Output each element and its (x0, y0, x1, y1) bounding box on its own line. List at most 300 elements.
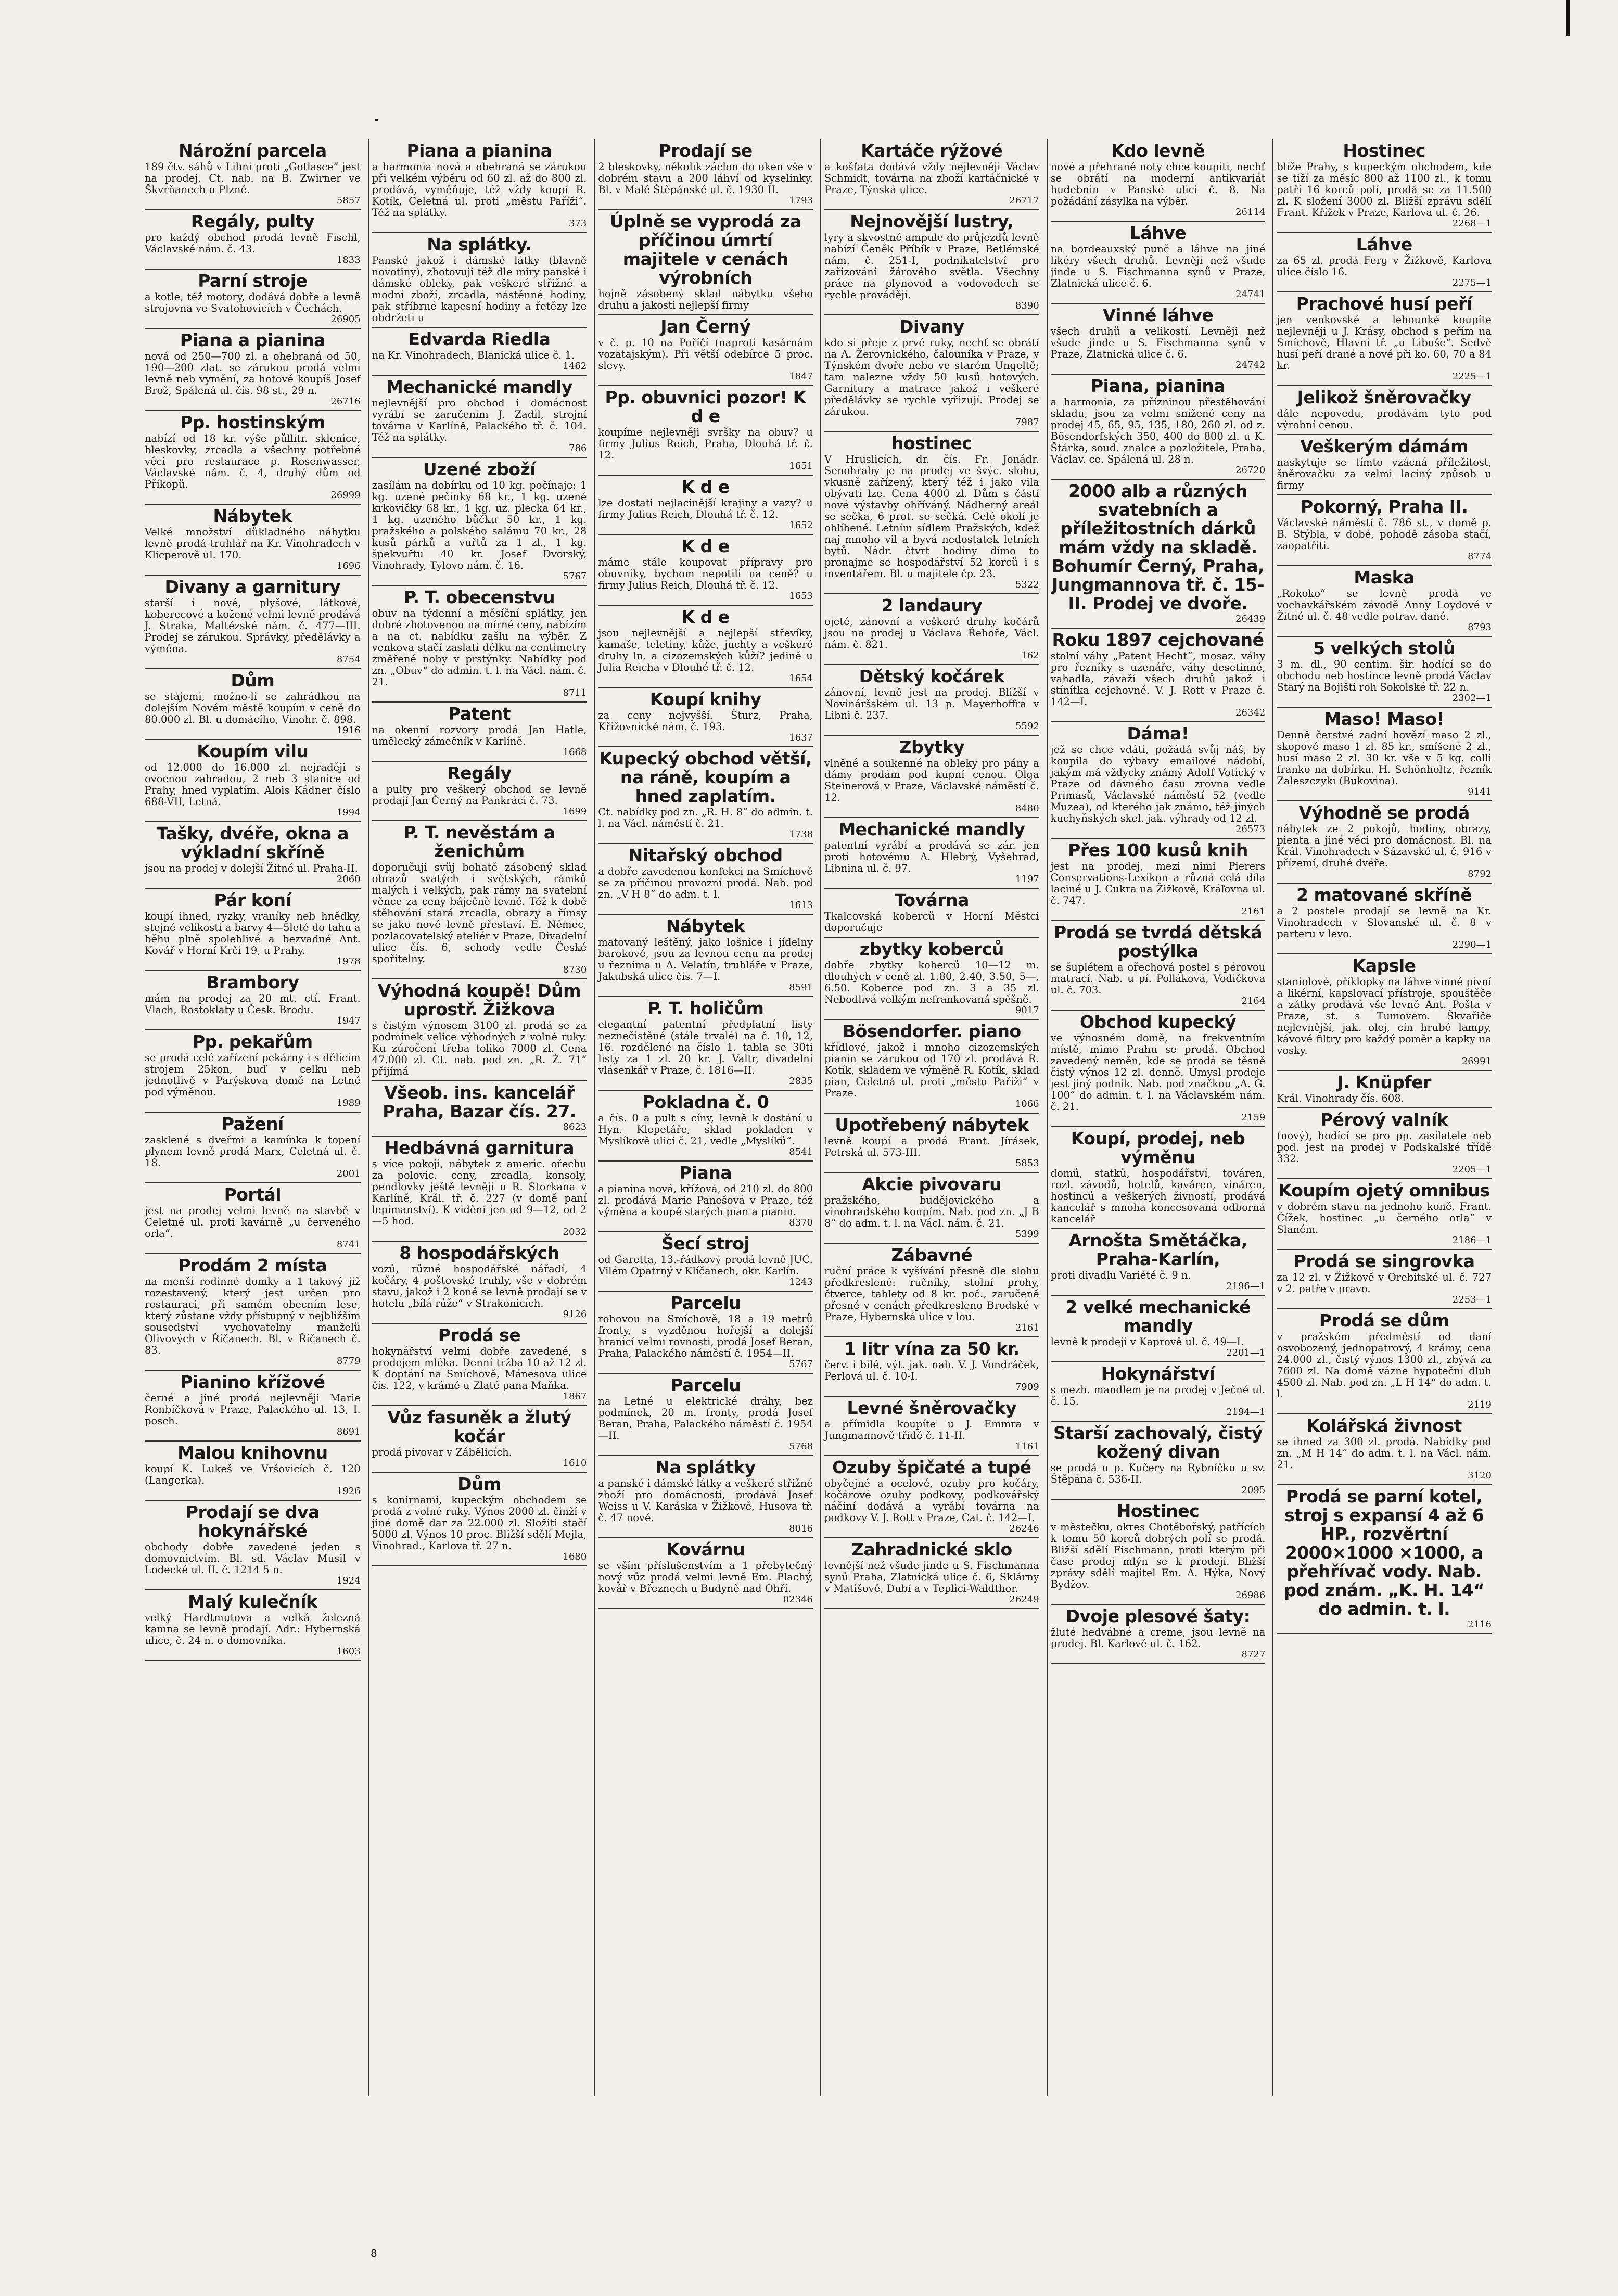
classified-ad (1277, 1071, 1492, 1108)
ad-body: se prodá u p. Kučery na Rybníčku u sv. Štěpána č. 536-II. (1050, 1462, 1266, 1485)
classified-ad (598, 844, 813, 915)
ad-body: se stájemi, možno-li se zahrádkou na dolejším Novém městě koupím v ceně do 80.000 zl. Bl. u domácího, Vinohr. č. 898. (145, 691, 361, 725)
ad-headline: Dětský kočárek (859, 666, 1004, 686)
ad-code: 3120 (1468, 1470, 1492, 1481)
ad-code: 9126 (563, 1309, 587, 1320)
classified-ad (1051, 839, 1266, 921)
ad-headline: Parní stroje (198, 271, 308, 291)
ad-body: v pražském předměstí od daní osvobozený, jednopatrový, 4 krámy, cena 24.000 zl., čistý výnos 1300 zl., zbývá za 7600 zl. Na domě vázne hypoteční dluh 4500 zl. Nab. pod zn. „L H 14“ do adm. t. l. (1277, 1331, 1492, 1400)
ad-code: 8730 (563, 964, 587, 975)
ad-body: nové a přehrané noty chce koupiti, nechť se obrátí na moderní antikvariát hudebnin v Panské ulici č. 8. Na požádání zásylka na výběr. (1050, 161, 1266, 207)
classified-ad (1277, 566, 1492, 637)
classified-ad (824, 1173, 1039, 1244)
ad-headline: Vůz fasuněk a žlutý kočár (387, 1407, 571, 1446)
ad-headline: Piana, pianina (1090, 376, 1226, 396)
ad-body: Denně čerstvé zadní hovězí maso 2 zl., skopové maso 1 zl. 85 kr., smíšené 2 zl., husí maso 2 zl. 30 kr. vše v 5 kg. colli franko na dobírku. H. Schönholtz, řezník Zaleszczyki (Bukovina). (1277, 729, 1492, 787)
ad-body: pro každý obchod prodá levně Fischl, Václavské nám. č. 43. (145, 232, 361, 255)
ad-code: 2060 (336, 874, 361, 885)
ad-body: s více pokoji, nábytek z americ. ořechu za polovic. ceny, zrcadla, konsoly, pendlovky ještě levněji u R. Storkana v Karlíně, Král. tř. č. 227 (v domě paní lepimanství). K vidění jen od 9—12, od 2—5 hod. (372, 1158, 587, 1227)
ad-code: 2205—1 (1452, 1164, 1492, 1175)
ad-body: máme stále koupovat přípravy pro obuvníky, bychom nepotili na ceně? u firmy Julius Reich, Dlouhá tř. č. 12. (598, 556, 813, 591)
ad-code: 02346 (783, 1594, 813, 1605)
ad-body: doporučuji svůj bohatě zásobený sklad obrazů svatých i světských, rámků malých i velkých, pak rámy na svatební věnce za ceny báječně levné. Též k době stěhování stará zrcadla, obrazy a římsy se jako nové levně přestaví. E. Němec, pozlacovatelský ateliér v Praze, Divadelní ulice čís. 6, schody vedle České spořitelny. (372, 861, 587, 965)
ad-headline: P. T. obecenstvu (403, 587, 555, 607)
classified-ad (598, 606, 813, 688)
classified-ad (145, 740, 361, 822)
ad-body: koupí K. Lukeš ve Vršovicích č. 120 (Langerka). (145, 1463, 361, 1486)
ad-code: 1637 (789, 732, 813, 743)
ad-headline: Piana a pianina (406, 141, 552, 161)
classified-ad (1277, 637, 1492, 708)
classified-ad (1051, 222, 1266, 304)
ad-body: levně koupí a prodá Frant. Jírásek, Petrská ul. 573-III. (824, 1135, 1039, 1158)
ad-column (142, 139, 364, 2096)
ad-code: 5853 (1015, 1158, 1039, 1169)
ad-body: za 12 zl. v Žižkově v Orebitské ul. č. 727 v 2. patře v pravo. (1277, 1271, 1492, 1295)
ad-body: nejlevnější pro obchod i domácnost vyrábí se zaručením J. Zadil, strojní továrna v Karlíně, Palackého tř. č. 104. Též na splátky. (372, 397, 587, 443)
ad-body: blíže Prahy, s kupeckým obchodem, kde se tiží za měsíc 800 až 1100 zl., k tomu patří 16 korců polí, prodá se za 11.500 zl. K složení 3000 zl. Bližší zprávu sdělí Frant. Křížek v Praze, Karlova ul. č. 26. (1277, 161, 1492, 219)
ad-code: 8792 (1468, 869, 1492, 879)
ad-headline: Vinné láhve (1102, 305, 1214, 325)
ad-body: proti divadlu Variété č. 9 n. (1050, 1269, 1191, 1281)
ad-headline: Piana (679, 1163, 732, 1183)
ad-code: 5592 (1015, 721, 1039, 732)
classified-ad (1051, 1011, 1266, 1127)
ad-code: 1610 (563, 1458, 587, 1469)
ad-code: 2164 (1241, 996, 1266, 1006)
ad-code: 8711 (563, 687, 587, 698)
ad-headline: Kapsle (1352, 955, 1416, 976)
ad-code: 26717 (1009, 195, 1039, 206)
classified-ad (145, 270, 361, 329)
ad-body: Václavské náměstí č. 786 st., v domě p. B. Stýbla, v dobé, pohodě zásoba stačí, zaopatřiti. (1277, 517, 1492, 552)
ad-code: 1989 (336, 1098, 361, 1108)
classified-ad (598, 1456, 813, 1538)
ad-body: lyry a skvostné ampule do průjezdů levně nabízí Čeněk Příbík v Praze, Betlémské nám. č. 251-I, podnikatelství pro zařizování žárového světla. Všechny práce na plynovod a vodovodech se rychle provádějí. (824, 232, 1039, 301)
classified-ad (145, 1590, 361, 1661)
ad-headline: Bösendorfer. piano (843, 1021, 1021, 1041)
ad-code: 2302—1 (1452, 693, 1492, 704)
ad-code: 24742 (1235, 360, 1266, 371)
corner-mark (1566, 0, 1570, 36)
ad-code: 2275—1 (1452, 277, 1492, 288)
classified-ads-page (142, 139, 1495, 2096)
classified-ad (372, 328, 587, 376)
ad-body: nábytek ze 2 pokojů, hodiny, obrazy, pienta a jiné věci pro domácnost. Bl. na Král. Vinohradech v Sázavské ul. č. 916 v přízemí, druhé dvéře. (1277, 823, 1492, 869)
classified-ad (598, 997, 813, 1091)
ad-headline: Patent (448, 704, 511, 724)
classified-ad (1051, 1500, 1266, 1605)
ad-code: 2835 (789, 1076, 813, 1087)
ad-code: 1978 (336, 956, 361, 967)
ad-headline: Pokladna č. 0 (642, 1092, 769, 1112)
ad-headline: Kupecký obchod větší, na ráně, koupím a hned zaplatím. (599, 748, 812, 806)
ad-body: hokynářství velmi dobře zavedené, s prodejem mléka. Denní tržba 10 až 12 zl. K doptání na Smíchově, Mánesova ulice čís. 122, v krámě u Zlaté pana Maňka. (372, 1345, 587, 1392)
classified-ad (1051, 1127, 1266, 1229)
ad-headline: Veškerým dámám (1300, 436, 1469, 456)
ad-body: Tkalcovská koberců v Horní Městci doporučuje (824, 910, 1039, 934)
ad-body: 2 bleskovky, několik záclon do oken vše v dobrém stavu a 200 láhví od kyselinky. Bl. v Malé Štěpánské ul. č. 1930 II. (598, 161, 813, 196)
ad-body: se vším příslušenstvím a 1 přebytečný nový vůz prodá velmi levně Em. Plachý, kovář v Březnech u Budyně nad Ohří. (598, 1560, 813, 1595)
ad-code: 2268—1 (1452, 218, 1492, 229)
ad-body: a čís. 0 a pult s cíny, levně k dostání u Hyn. Klepetáře, sklad pokladen v Myslíkově ulici č. 21, vedle „Myslíků“. (598, 1112, 813, 1147)
ad-headline: Akcie pivovaru (862, 1174, 1002, 1194)
ad-body: ve výnosném domě, na frekventním místě, mimo Prahu se prodá. Obchod zavedený neměn, kde se prodá se těsně čistý výnos 12 zl. denně. Úmysl prodeje jest jiný podnik. Nab. pod značkou „A. G. 100“ do admin. t. l. na Václavském nám. č. 21. (1050, 1032, 1266, 1113)
ad-code: 8691 (336, 1426, 361, 1437)
ad-code: 1994 (336, 807, 361, 818)
classified-ad (372, 821, 587, 979)
ad-code: 26573 (1235, 824, 1266, 835)
classified-ad (824, 1397, 1039, 1456)
ad-headline: Na splátky. (427, 234, 532, 254)
classified-ad (1051, 1229, 1266, 1296)
ad-code: 1653 (789, 591, 813, 602)
ad-body: stolní váhy „Patent Hecht“, mosaz. váhy pro řezníky s uzenáře, váhy desetinné, vahadla, závaží všech druhů jakož i stínítka cejchovné. V. J. Rott v Praze č. 142—I. (1050, 650, 1266, 708)
classified-ad (1277, 495, 1492, 566)
classified-ad (824, 1244, 1039, 1337)
classified-ad (145, 139, 361, 210)
classified-ad (145, 971, 361, 1030)
ad-headline: Na splátky (655, 1457, 756, 1477)
ad-headline: Tašky, dvéře, okna a výkladní skříně (156, 823, 349, 862)
ad-body: za 65 zl. prodá Ferg v Žižkově, Karlova ulice číslo 16. (1277, 254, 1492, 278)
ad-body: na bordeauxský punč a láhve na jiné likéry všech druhů. Levněji než všude jinde u S. Fischmanna synů v Praze, Zlatnická ulice č. 6. (1050, 243, 1266, 289)
classified-ad (145, 889, 361, 971)
ad-headline: Roku 1897 cejchované (1052, 630, 1264, 650)
ad-headline: Parcelu (670, 1375, 741, 1395)
ad-body: dobře zbytky koberců 10—12 m. dlouhých v ceně zl. 1.80, 2.40, 3.50, 5—, 6.50. Koberce pod zn. 3 a 35 zl. Nebodlivá velkým nefrankovaná spěšně. (824, 959, 1039, 1005)
ad-headline: Koupí knihy (649, 689, 761, 709)
ad-code: 2116 (1468, 1619, 1492, 1630)
ad-code: 26986 (1235, 1590, 1266, 1601)
ad-body: nová od 250—700 zl. a ohebraná od 50, 190—200 zlat. se zárukou prodá velmi levně neb vymění, za hotové koupíš Josef Brož, Spálená ul. čís. 98 st., 29 n. (145, 350, 361, 397)
classified-ad (824, 1538, 1039, 1609)
ad-headline: 2 matované skříně (1296, 885, 1472, 905)
ad-headline: Nábytek (666, 916, 745, 936)
ad-body: ojeté, zánovní a veškeré druhy kočárů jsou na prodej u Václava Řehoře, Václ. nám. č. 821. (824, 616, 1039, 650)
ad-body: a 2 postele prodají se levně na Kr. Vinohradech v Slovanské ul. č. 8 v parteru v levo. (1277, 905, 1492, 940)
ad-headline: Mechanické mandly (838, 819, 1025, 839)
ad-body: s mezh. mandlem je na prodej v Ječné ul. č. 15. (1050, 1384, 1266, 1407)
ad-headline: K d e (681, 607, 730, 627)
ad-code: 26439 (1235, 614, 1266, 624)
ad-headline: Dům (231, 670, 275, 691)
ad-code: 8370 (789, 1217, 813, 1228)
ad-code: 5857 (336, 195, 361, 206)
ad-code: 8741 (336, 1239, 361, 1250)
ad-code: 5322 (1015, 579, 1039, 590)
ad-body: obchody dobře zavedené jeden s domovnictvím. Bl. sd. Václav Musil v Lodecké ul. II. č. 1214 5 n. (145, 1541, 361, 1576)
classified-ad (598, 386, 813, 476)
classified-ad (598, 315, 813, 386)
ad-code: 9141 (1468, 786, 1492, 797)
classified-ad (598, 535, 813, 606)
ad-headline: Výhodně se prodá (1298, 802, 1470, 823)
ad-body: a harmonia nová a obehraná se zárukou při velkém výběru od 60 zl. až do 800 zl. prodává, vyměňuje, též vždy koupí R. Kotík, Celetná ul. proti „městu Paříži“. Též na splátky. (372, 161, 587, 219)
ad-headline: Hedbávná garnitura (384, 1138, 575, 1158)
classified-ad (824, 1456, 1039, 1538)
ad-body: s konirnami, kupeckým obchodem se prodá z volné ruky. Výnos 2000 zl. činží v jiné domě dar za 22.000 zl. Složiti stačí 5000 zl. Výnos 10 proc. Bližší sdělí Mejla, Vinohrad., Karlova tř. 27 n. (372, 1494, 587, 1552)
ad-code: 8390 (1015, 300, 1039, 311)
ad-code: 8727 (1241, 1649, 1266, 1660)
ad-body: jest na prodej velmi levně na stavbě v Celetné ul. proti kavárně „u červeného orla“. (145, 1205, 361, 1240)
ad-body: pražského, budějovického a vinohradského koupím. Nab. pod zn. „J B 8“ do adm. t. l. na Václ. nám. č. 21. (824, 1194, 1039, 1229)
ad-headline: Kdo levně (1111, 141, 1205, 161)
ad-headline: Pianino křížové (180, 1372, 325, 1392)
ad-code: 1652 (789, 520, 813, 531)
classified-ad (372, 703, 587, 762)
ad-body: s čistým výnosem 3100 zl. prodá se za podmínek velice výhodných z volné ruky. Ku zúročení třeba toliko 7000 zl. Cena 47.000 zl. Ct. nab. pod zn. „R. Ž. 71“ přijímá (372, 1019, 587, 1077)
ad-code: 5767 (789, 1359, 813, 1370)
ad-headline: Hostinec (1343, 141, 1425, 161)
ad-code: 26342 (1235, 707, 1266, 718)
ad-code: 8793 (1468, 622, 1492, 633)
ad-headline: Dvoje plesové šaty: (1065, 1606, 1251, 1626)
classified-ad (598, 476, 813, 535)
classified-ad (598, 139, 813, 210)
ad-body: hojně zásobený sklad nábytku všeho druhu a jakosti nejlepší firmy (598, 288, 813, 311)
ad-code: 9017 (1015, 1005, 1039, 1016)
classified-ad (372, 139, 587, 233)
classified-ad (1051, 480, 1266, 629)
classified-ad (1277, 1414, 1492, 1485)
classified-ad (372, 1081, 587, 1137)
ad-body: „Rokoko“ se levně prodá ve vochavkářském závodě Anny Loydové v Žitné ul. č. 48 vedle potrav. dané. (1277, 588, 1492, 622)
ad-headline: Koupí, prodej, neb výměnu (1071, 1128, 1245, 1167)
ad-body: dále nepovedu, prodávám tyto pod výrobní cenou. (1277, 407, 1492, 431)
ad-headline: Uzené zboží (423, 459, 536, 479)
ad-body: se ihned za 300 zl. prodá. Nabídky pod zn. „M H 14“ do adm. t. l. na Václ. nám. 21. (1277, 1436, 1492, 1471)
ad-headline: Prodá se dům (1319, 1310, 1449, 1331)
ad-body: zánovní, levně jest na prodej. Bližší v Novináršském ul. 13 p. Mayerhoffra v Libni č. 237. (824, 686, 1039, 721)
ad-code: 1699 (563, 806, 587, 817)
ad-headline: Prodá se tvrdá dětská postýlka (1053, 922, 1263, 961)
ad-body: ruční práce k vyšívání přesně dle slohu předkreslené: ručníky, stolní prohy, čtverce, tablety od 8 kr. poč., zaručeně přesné v cenách předkresleno Brodské v Praze, Hybernská ulice v lou. (824, 1265, 1039, 1323)
ad-headline: Malou knihovnu (177, 1443, 328, 1463)
ad-headline: Prachové husí peří (1296, 294, 1472, 314)
classified-ad (824, 432, 1039, 594)
classified-ad (1277, 292, 1492, 386)
ad-body: vlněné a soukenné na obleky pro pány a dámy prodám pod kupní cenou. Olga Steinerová v Praze, Václavské náměstí č. 12. (824, 757, 1039, 803)
ad-code: 2225—1 (1452, 371, 1492, 382)
ad-code: 8779 (336, 1356, 361, 1367)
ad-body: a košťata dodává vždy nejlevněji Václav Schmidt, továrna na zboží kartáčnické v Praze, Týnská ulice. (824, 161, 1039, 196)
ad-headline: Jelikož šněrovačky (1297, 387, 1471, 407)
classified-ad (145, 329, 361, 411)
classified-ad (824, 889, 1039, 938)
ad-body: a panské i dámské látky a veškeré střižné zboží pro domácnosti, prodává Josef Weiss u V. Karáska v Žižkově, Husova tř. č. 47 nové. (598, 1477, 813, 1524)
ad-body: V Hruslicích, dr. čís. Fr. Jonádr. Senohraby je na prodej ve švýc. slohu, vkusně zařízený, který též i jako vila obývati lze. Cena 4000 zl. Dům s částí nové výstavby ohříváný. Nádherný areál se sečka, 6 prot. se sečká. Celé okolí je oblíbené. Letním sídlem Pražských, kdež naj mnoho vil a byvá nedostatek letních bytů. Nádr. čtvrt hodiny dímo to pronajme se hospodářství 52 korců i s inventářem. Bl. u majitele čp. 23. (824, 453, 1039, 580)
ad-code: 1696 (336, 560, 361, 571)
ad-headline: Láhve (1356, 234, 1412, 254)
classified-ad (1277, 1108, 1492, 1179)
ad-headline: Jan Černý (660, 316, 751, 337)
ad-body: jest na prodej, mezi nimi Pierers Conservations-Lexikon a různá celá díla laciné u J. Cukra na Žižkově, Kráľovna ul. č. 747. (1050, 860, 1266, 907)
ad-body: (nový), hodící se pro pp. zasílatele neb pod. jest na prodej v Podskalské třídě 332. (1277, 1130, 1492, 1165)
ad-code: 8754 (336, 654, 361, 665)
classified-ad (1051, 1422, 1266, 1500)
ad-headline: Nejnovější lustry, (850, 211, 1014, 232)
scan-dot (375, 119, 378, 121)
ad-body: jsou na prodej v dolejší Žitné ul. Praha-II. (145, 862, 359, 874)
ad-code: 7909 (1015, 1382, 1039, 1393)
ad-headline: Starší zachovalý, čistý kožený divan (1053, 1423, 1263, 1462)
ad-headline: Dáma! (1127, 723, 1189, 744)
classified-ad (1277, 954, 1492, 1071)
classified-ad (824, 818, 1039, 889)
classified-ad (372, 979, 587, 1081)
ad-column (820, 139, 1042, 2096)
ad-code: 26716 (330, 396, 361, 407)
ad-body: a pulty pro veškerý obchod se levně prodají Jan Černý na Pankráci č. 73. (372, 783, 587, 807)
ad-code: 2290—1 (1452, 939, 1492, 950)
ad-headline: P. T. holičům (647, 998, 764, 1018)
classified-ad (824, 938, 1039, 1020)
ad-code: 2001 (336, 1168, 361, 1179)
classified-ad (598, 210, 813, 315)
ad-body: 3 m. dl., 90 centim. šir. hodící se do obchodu neb hostince levně prodá Václav Starý na Bojišti roh Sokolské tř. 22 n. (1277, 658, 1492, 693)
ad-code: 1613 (789, 900, 813, 911)
ad-body: a přímidla koupíte u J. Emmra v Jungmannově třídě č. 11-II. (824, 1418, 1039, 1442)
classified-ad (824, 139, 1039, 210)
ad-headline: Láhve (1129, 223, 1187, 243)
ad-headline: Koupím vilu (197, 741, 309, 761)
ad-headline: zbytky koberců (859, 939, 1004, 959)
ad-headline: hostinec (891, 433, 972, 453)
ad-headline: Přes 100 kusů knih (1068, 840, 1248, 860)
ad-headline: K d e (681, 536, 730, 556)
classified-ad (372, 762, 587, 821)
ad-code: 2194—1 (1226, 1407, 1266, 1418)
ad-headline: Prodá se parní kotel, stroj s expansí 4 až 6 HP., rozvěrtní 2000×1000 ×1000, a přehřívač vody. Nab. pod znám. „K. H. 14“ do admin. t. l. (1283, 1486, 1485, 1619)
ad-body: elegantní patentní předplatní listy neznečistěné (stále trvalé) na č. 10, 12, 16. rozdělené na číslo 1. tabla se 30ti listy za 1 zl. 20 kr. J. Valtr, divadelní vlásenkář v Praze, č. 1816—II. (598, 1018, 813, 1076)
classified-ad (145, 1254, 361, 1371)
ad-code: 8774 (1468, 551, 1492, 562)
classified-ad (145, 1183, 361, 1254)
ad-headline: 2 velké mechanické mandly (1065, 1297, 1251, 1336)
classified-ad (1277, 386, 1492, 435)
ad-code: 2095 (1241, 1485, 1266, 1496)
ad-headline: Všeob. ins. kancelář Praha, Bazar čís. 27. (383, 1082, 576, 1121)
classified-ad (372, 233, 587, 328)
classified-ad (1051, 1296, 1266, 1362)
classified-ad (598, 688, 813, 747)
classified-ad (145, 1442, 361, 1501)
ad-body: a harmonia, za přízninou přestěhování skladu, jsou za velmi snížené ceny na prodej 45, 65, 95, 135, 180, 260 zl. od z. Bösendorfských 350, 400 do 800 zl. u K. Štárka, soud. znalce a pozložitele, Praha, Václav. ce. Spálená ul. 28 n. (1050, 396, 1266, 465)
classified-ad (1277, 801, 1492, 884)
ad-headline: Piana a pianina (180, 330, 325, 350)
ad-body: obyčejné a ocelové, ozuby pro kočáry, kočárové ozuby podkovy, podkovářský náčiní dodává a vyrábí továrna na podkovy V. J. Rott v Praze, Cat. č. 142—I. (824, 1477, 1039, 1524)
classified-ad (372, 1406, 587, 1473)
ad-body: staniolové, příklopky na láhve vinné pivní a likérní, kapslovací přístroje, spouštěče a zátky prodává vše levně Ant. Pošta v Praze, st. s Tumovem. Škvařiče nejlevnější, jak. olej, cín hrubé lampy, kávové filtry pro každý poměr a kapky na vosky. (1277, 976, 1492, 1056)
ad-headline: Pérový valník (1320, 1109, 1448, 1130)
classified-ad (1277, 1485, 1492, 1634)
ad-code: 8480 (1015, 803, 1039, 814)
classified-ad (145, 822, 361, 889)
ad-code: 5767 (563, 571, 587, 582)
ad-body: matovaný leštěný, jako lošnice i jídelny barokové, jsou za levnou cenu na prodej u řeznima u A. Velatín, truhláře v Praze, Jakubská ulice čís. 7—I. (598, 936, 813, 983)
ad-code: 1651 (789, 461, 813, 471)
ad-code: 8541 (789, 1146, 813, 1157)
classified-ad (372, 1473, 587, 1566)
ad-column (1047, 139, 1269, 2096)
ad-code: 26905 (330, 314, 361, 325)
classified-ad (824, 210, 1039, 315)
classified-ad (1051, 1605, 1266, 1664)
ad-headline: Zahradnické sklo (851, 1539, 1012, 1560)
ad-code: 1197 (1015, 874, 1039, 885)
ad-headline: Portál (224, 1184, 282, 1205)
ad-column (368, 139, 590, 2096)
classified-ad (1051, 1362, 1266, 1422)
classified-ad (372, 1242, 587, 1324)
ad-code: 2119 (1468, 1399, 1492, 1410)
classified-ad (824, 594, 1039, 665)
ad-code: 1066 (1015, 1099, 1039, 1109)
classified-ad (1051, 722, 1266, 839)
ad-code: 8591 (789, 982, 813, 993)
ad-body: kdo si přeje z prvé ruky, nechť se obrátí na A. Žerovnického, čalouníka v Praze, v Týnském dvoře nebo ve starém Ungeltě; tam nalezne vždy 50 kusů hotových. Garnitury a matrace jakož i veškeré předělávky se rychle vyřizují. Prodej se zárukou. (824, 337, 1039, 417)
ad-headline: Ozuby špičaté a tupé (832, 1457, 1031, 1477)
ad-code: 5399 (1015, 1229, 1039, 1240)
ad-code: 1654 (789, 673, 813, 684)
classified-ad (145, 411, 361, 505)
ad-body: Velké množství důkladného nábytku levně prodá truhlář na Kr. Vinohradech v Klicperově ul. 170. (145, 526, 361, 561)
ad-code: 373 (568, 218, 587, 229)
ad-headline: Šecí stroj (661, 1233, 750, 1254)
ad-code: 1847 (789, 371, 813, 382)
ad-body: vozů, různé hospodářské nářadí, 4 kočáry, 4 poštovské truhly, vše v dobrém stavu, jakož i 2 koně se levně prodají se v hotelu „bílá růže“ v Strakonicích. (372, 1263, 587, 1309)
ad-column (1272, 139, 1495, 2096)
ad-body: zasklené s dveřmi a kamínka k topení plynem levně prodá Marx, Celetná ul. č. 18. (145, 1134, 361, 1169)
classified-ad (1277, 1179, 1492, 1250)
classified-ad (145, 1501, 361, 1590)
ad-headline: Brambory (206, 972, 299, 992)
ad-headline: Dům (457, 1474, 501, 1494)
ad-body: na menší rodinné domky a 1 takový již rozestavený, který jest určen pro restauraci, při samém obecním lese, který zůstane vždy přístupný v nejbližším sousedství vychovatelny manželů Olivových v Říčanech. Bl. v Říčanech č. 83. (145, 1275, 361, 1356)
ad-code: 2161 (1241, 906, 1266, 917)
classified-ad (1277, 884, 1492, 954)
ad-headline: 8 hospodářských (399, 1243, 559, 1263)
ad-code: 1947 (336, 1015, 361, 1026)
ad-headline: Nitařský obchod (628, 845, 783, 865)
ad-body: naskytuje se tímto vzácná příležitost, šněrovačku za velmi laciný způsob u firmy (1277, 456, 1492, 491)
classified-ad (1277, 139, 1492, 233)
ad-code: 2032 (563, 1227, 587, 1238)
ad-headline: Maska (1354, 567, 1415, 588)
ad-body: a pianina nová, křížová, od 210 zl. do 800 zl. prodává Marie Panešová v Praze, též výměna a koupě starých pian a pianin. (598, 1183, 813, 1218)
classified-ad (145, 669, 361, 740)
ad-code: 1793 (789, 195, 813, 206)
ad-code: 24741 (1235, 289, 1266, 300)
ad-headline: Pár koní (214, 890, 291, 910)
classified-ad (598, 1374, 813, 1456)
ad-headline: Zbytky (899, 737, 964, 757)
ad-code: 2186—1 (1452, 1235, 1492, 1246)
ad-headline: Prodají se (658, 141, 753, 161)
classified-ad (1277, 708, 1492, 801)
ad-body: prodá pivovar v Zábělicích. (372, 1446, 512, 1458)
ad-code: 2159 (1241, 1112, 1266, 1123)
ad-headline: Levné šněrovačky (847, 1398, 1017, 1418)
ad-code: 1668 (563, 747, 587, 758)
ad-code: 1926 (336, 1486, 361, 1497)
ad-code: 5768 (789, 1441, 813, 1452)
classified-ad (372, 586, 587, 703)
ad-code: 786 (568, 443, 587, 454)
ad-headline: Pp. hostinským (180, 412, 325, 432)
classified-ad (1051, 139, 1266, 222)
